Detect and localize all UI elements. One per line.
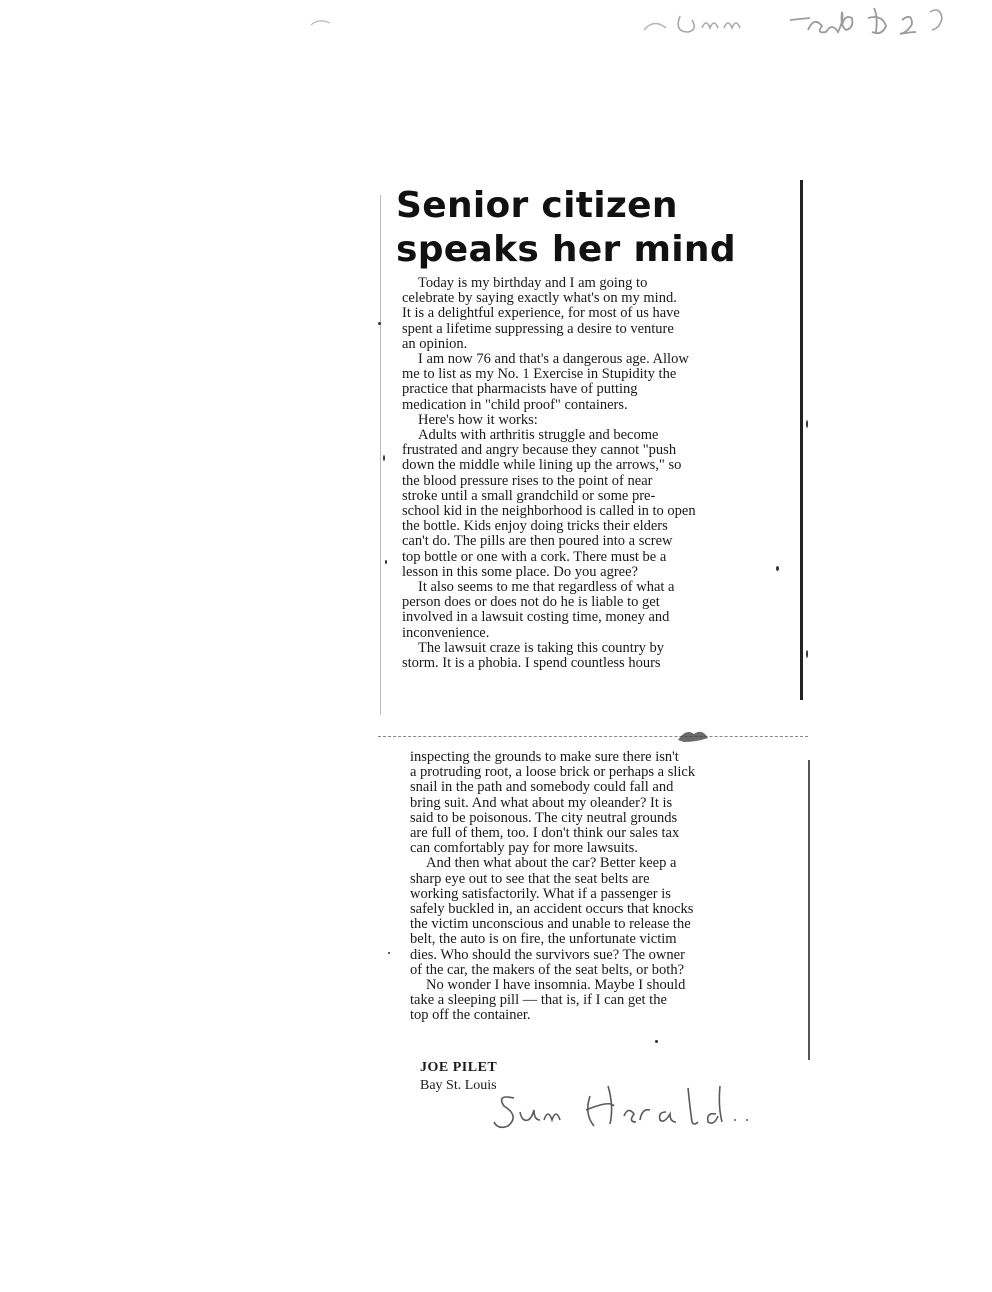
paragraph: And then what about the car? Better keep a sharp eye out to see that the seat belts are working satisfactorily. What if a passenger is safely buckled in, an accident occurs that knocks the victim unconscious and unable to release the belt, the auto is on fire, the unfortunate victim dies. Who should the survivors sue? The owner of the car, the makers of the seat belts, or both? [410, 855, 694, 978]
letter-column-2 [410, 750, 800, 1024]
clipping-edge-right [800, 180, 803, 700]
paragraph: inspecting the grounds to make sure there isn't a protruding root, a loose brick or perhaps a slick snail in the path and somebody could fall and bring suit. And what about my oleander? It is said to be poisonous. The city neutral grounds are full of them, too. I don't think our sales tax can comfortably pay for more lawsuits. [410, 749, 696, 857]
scan-speck [388, 952, 390, 954]
paragraph: Today is my birthday and I am going to celebrate by saying exactly what's on my mind. It is a delightful experience, for most of us have spent a lifetime suppressing a desire to venture an opinion. [402, 275, 680, 352]
headline [396, 184, 756, 272]
clipping-edge-right-lower [808, 760, 810, 1060]
headline-line-2: speaks her mind [396, 229, 736, 270]
paragraph: No wonder I have insomnia. Maybe I should take a sleeping pill — that is, if I can get the top off the container. [410, 977, 686, 1024]
headline-line-1: Senior citizen [396, 185, 678, 226]
scan-speck [806, 420, 808, 428]
scan-speck [378, 322, 381, 325]
author-name: JOE PILET [420, 1060, 498, 1075]
paragraph: Here's how it works: [418, 411, 538, 428]
scan-speck [383, 455, 385, 461]
scan-speck [385, 560, 387, 564]
letter-column-1 [402, 276, 792, 671]
paragraph: Adults with arthritis struggle and become frustrated and angry because they cannot "push down the middle while lining up the arrows," so the blood pressure rises to the point of near stroke until a small grandchild or some pre- school kid in the neighborhood is called in to open the bottle. Kids enjoy doing tricks their elders can't do. The pills are then poured into a screw top bottle or one with a cork. There must be a lesson in this some place. Do you agree? [402, 427, 696, 580]
scan-speck [806, 650, 808, 658]
paragraph: It also seems to me that regardless of what a person does or does not do he is liable to get involved in a lawsuit costing time, money and inconvenience. [402, 579, 675, 641]
scan-speck [655, 1040, 658, 1043]
clipping-edge-left [380, 195, 381, 715]
ink-smudge [676, 726, 710, 744]
scan-speck [776, 566, 779, 571]
paragraph: I am now 76 and that's a dangerous age. Allow me to list as my No. 1 Exercise in Stupidity the practice that pharmacists have of putting medication in "child proof" containers. [402, 351, 689, 413]
stray-mark [310, 14, 332, 24]
handwritten-source [490, 1076, 780, 1136]
author-signature-block [420, 1060, 497, 1094]
paragraph: The lawsuit craze is taking this country by storm. It is a phobia. I spend countless hours [402, 639, 665, 672]
author-city: Bay St. Louis [420, 1078, 497, 1093]
clipping-cut-line [378, 736, 808, 737]
handwritten-note-top [640, 2, 980, 42]
